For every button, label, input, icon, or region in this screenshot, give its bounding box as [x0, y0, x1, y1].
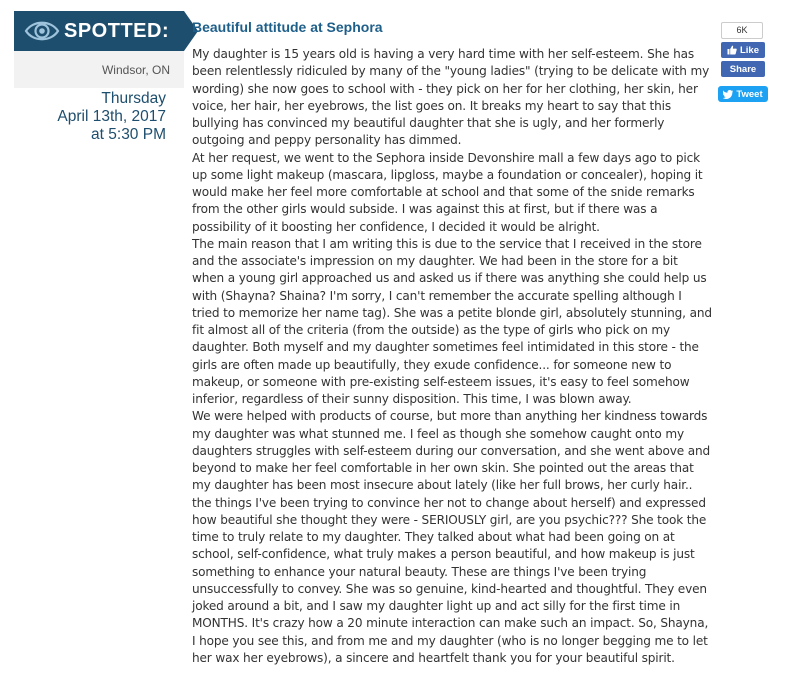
facebook-like-button[interactable] [721, 42, 765, 58]
like-button-label: Like [739, 44, 759, 56]
post-paragraph: We were helped with products of course, but more than anything her kindness towards my daughter was what stunned me. I feel as though she somehow caught onto my daughters struggles with self-esteem during our conversation, and she went above and beyond to make her feel comfortable in her own skin. She pointed out the areas that my daughter has been most insecure about lately (like her full brows, her curly hair.. the things I've been trying to convince her not to change about herself) and expressed how beautiful she thought they were - SERIOUSLY girl, are you psychic??? She took the time to truly relate to my daughter. They talked about what had been going on at school, self-confidence, what truly makes a person beautiful, and how makeup is just something to enhance your natural beauty. These are things I've been trying unsuccessfully to convey. She was so genuine, kind-hearted and thoughtful. They even joked around a bit, and I saw my daughter light up and act silly for the first time in MONTHS. It's crazy how a 20 minute interaction can make such an impact. So, Shayna, I hope you see this, and from me and my daughter (who is no longer begging me to let her wax her eyebrows), a sincere and heartfelt thank you for your beautiful spirit. [192, 409, 711, 665]
post-paragraph: My daughter is 15 years old is having a very hard time with her self-esteem. She has been relentlessly ridiculed by many of the "young ladies" (trying to be delicate with my wording) she now goes to school with - they pick on her for her clothing, her skin, her voice, her hair, her eyebrows, the list goes on. It breaks my heart to say that this bullying has convinced my beautiful daughter that she is ugly, and her formerly outgoing and peppy personality has dimmed. [192, 47, 710, 148]
social-buttons [718, 22, 774, 102]
facebook-share-button[interactable] [721, 61, 765, 77]
tweet-button-label: Tweet [736, 88, 763, 100]
spotted-label: SPOTTED: [64, 19, 170, 42]
tweet-button[interactable] [718, 86, 768, 102]
thumbs-up-icon [727, 45, 737, 55]
post-date [14, 90, 166, 144]
eye-icon [24, 17, 60, 45]
location-label: Windsor, ON [14, 51, 184, 88]
post-title[interactable]: Beautiful attitude at Sephora [192, 19, 383, 35]
post [192, 18, 712, 667]
share-button-label: Share [729, 63, 757, 75]
twitter-bird-icon [723, 90, 733, 99]
post-date-time: at 5:30 PM [91, 126, 166, 143]
post-paragraph: At her request, we went to the Sephora inside Devonshire mall a few days ago to pick up some light makeup (mascara, lipgloss, maybe a foundation or concealer), hoping it would make her feel more comfortable at school and that some of the snide remarks from the other girls would subside. I was against this at first, but if there was a possibility of it boosting her confidence, I decided it would be alright. [192, 150, 703, 234]
post-body [192, 46, 712, 667]
spotted-banner [14, 11, 184, 51]
like-count: 6K [721, 22, 763, 39]
post-paragraph: The main reason that I am writing this is due to the service that I received in the store and the associate's impression on my daughter. We had been in the store for a bit when a young girl approached us and asked us if there was anything she could help us with (Shayna? Shaina? I'm sorry, I can't remember the accurate spelling although I tried to memorize her name tag). She was a petite blonde girl, absolutely stunning, and fit almost all of the criteria (from the outside) as the type of girls who pick on my daughter. Both myself and my daughter sometimes feel intimidated in this store - the girls are often made up beautifully, they exude confidence... for someone new to makeup, or someone with pre-existing self-esteem issues, it's easy to feel somehow inferior, regardless of their sunny disposition. This time, I was blown away. [192, 236, 712, 406]
post-date-day: Thursday [101, 90, 166, 107]
post-date-full: April 13th, 2017 [57, 108, 166, 125]
